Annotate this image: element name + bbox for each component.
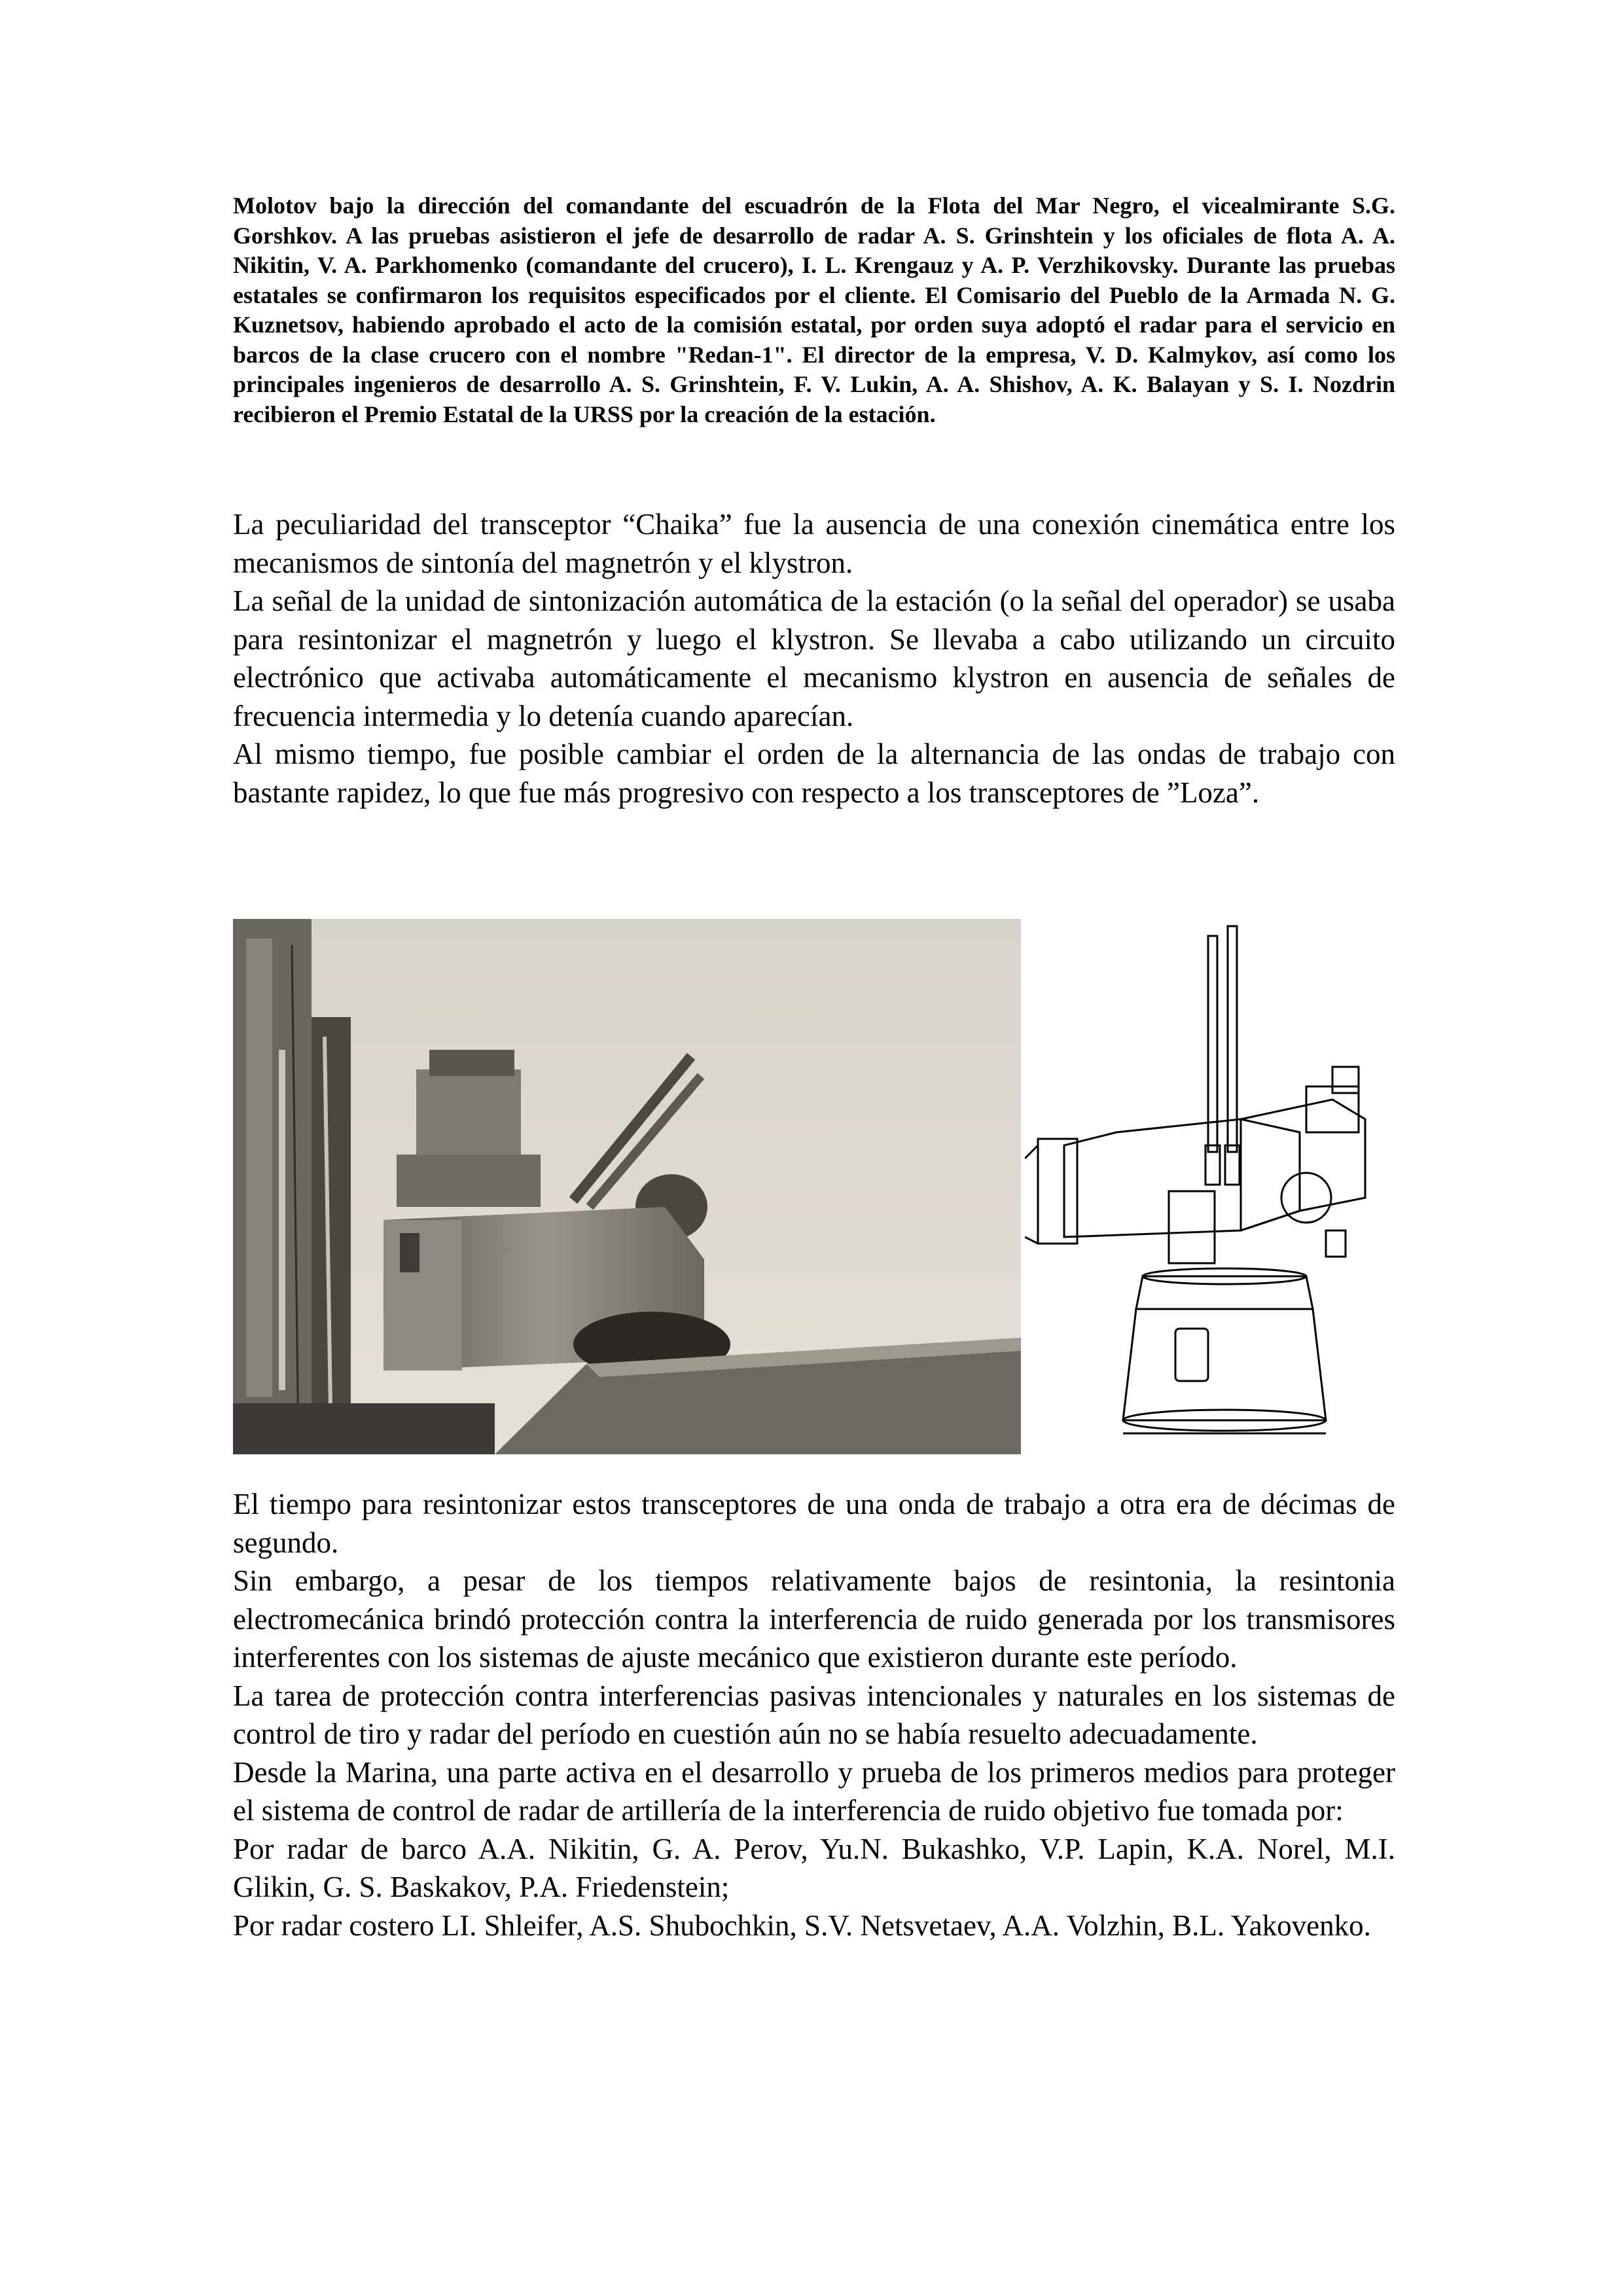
section-1 (233, 505, 1395, 812)
paragraph: Por radar costero LI. Shleifer, A.S. Shubochkin, S.V. Netsvetaev, A.A. Volzhin, B.L. Yakovenko. (233, 1909, 1371, 1942)
paragraph: La peculiaridad del transceptor “Chaika” fue la ausencia de una conexión cinemática entre los mecanismos de sintonía del magnetrón y el klystron. (233, 508, 1395, 579)
ship-turret-photo (233, 919, 1021, 1454)
paragraph: La tarea de protección contra interferencias pasivas intencionales y naturales en los sistemas de control de tiro y radar del período en cuestión aún no se había resuelto adecuadamente. (233, 1679, 1395, 1750)
intro-bold-paragraph: Molotov bajo la dirección del comandante del escuadrón de la Flota del Mar Negro, el vicealmirante S.G. Gorshkov. A las pruebas asistieron el jefe de desarrollo de radar A. S. Grinshtein y los oficiales de flota A. A. Nikitin, V. A. Parkhomenko (comandante del crucero), I. L. Krengauz y A. P. Verzhikovsky. Durante las pruebas estatales se confirmaron los requisitos especificados por el cliente. El Comisario del Pueblo de la Armada N. G. Kuznetsov, habiendo aprobado el acto de la comisión estatal, por orden suya adoptó el radar para el servicio en barcos de la clase crucero con el nombre "Redan-1". El director de la empresa, V. D. Kalmykov, así como los principales ingenieros de desarrollo A. S. Grinshtein, F. V. Lukin, A. A. Shishov, A. K. Balayan y S. I. Nozdrin recibieron el Premio Estatal de la URSS por la creación de la estación. (233, 192, 1395, 427)
paragraph: El tiempo para resintonizar estos transceptores de una onda de trabajo a otra era de décimas de segundo. (233, 1488, 1395, 1559)
paragraph: Al mismo tiempo, fue posible cambiar el orden de la alternancia de las ondas de trabajo con bastante rapidez, lo que fue más progresivo con respecto a los transceptores de ”Loza”. (233, 738, 1395, 809)
paragraph: La señal de la unidad de sintonización automática de la estación (o la señal del operador) se usaba para resintonizar el magnetrón y luego el klystron. Se llevaba a cabo utilizando un circuito electrónico que activaba automáticamente el mecanismo klystron en ausencia de señales de frecuencia intermedia y lo detenía cuando aparecían. (233, 584, 1395, 732)
paragraph: Sin embargo, a pesar de los tiempos relativamente bajos de resintonia, la resintonia electromecánica brindó protección contra la interferencia de ruido generada por los transmisores interferentes con los sistemas de ajuste mecánico que existieron durante este período. (233, 1564, 1395, 1674)
paragraph: Por radar de barco A.A. Nikitin, G. A. Perov, Yu.N. Bukashko, V.P. Lapin, K.A. Norel, M.I. Glikin, G. S. Baskakov, P.A. Friedenstein; (233, 1832, 1395, 1903)
paragraph: Desde la Marina, una parte activa en el desarrollo y prueba de los primeros medios para proteger el sistema de control de radar de artillería de la interferencia de ruido objetivo fue tomada por: (233, 1755, 1395, 1827)
turret-line-drawing (1025, 923, 1395, 1450)
section-2 (233, 1485, 1395, 1945)
